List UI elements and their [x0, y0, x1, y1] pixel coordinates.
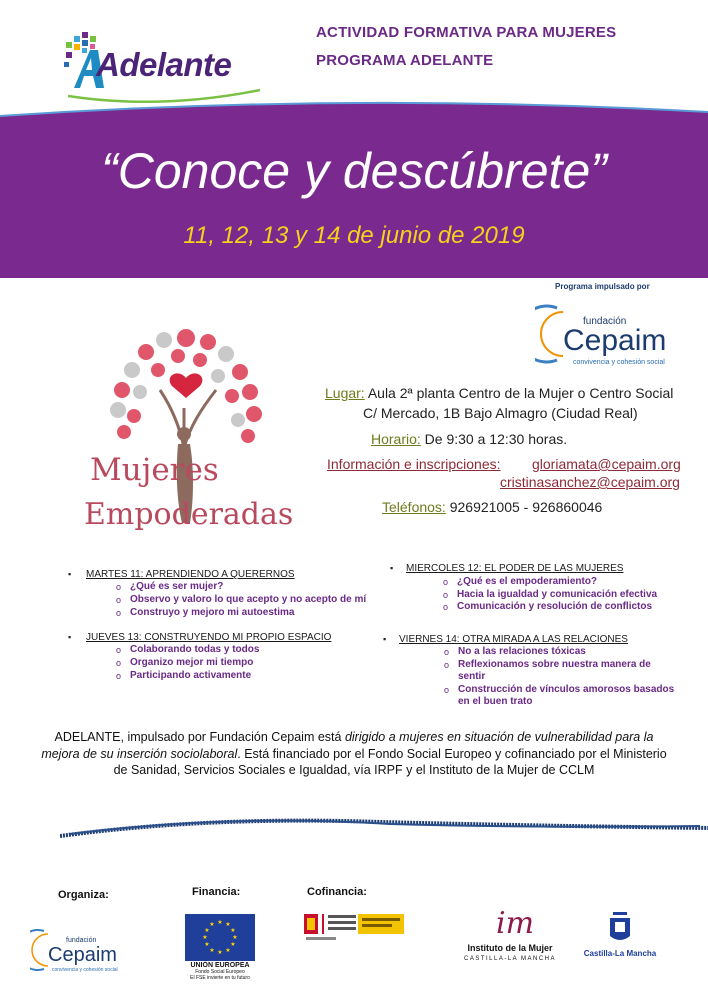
telefonos-value: 926921005 - 926860046 [445, 499, 603, 515]
svg-text:★: ★ [204, 941, 210, 948]
adelante-logo-text: Adelante [96, 46, 232, 83]
cepaim-logo-icon [535, 298, 695, 368]
circle-bullet-icon: o [444, 660, 450, 670]
circle-bullet-icon: o [116, 608, 122, 618]
para-part-2: dirigido a mujeres en situación de vulnerabilidad para la mejora de su inserción sociolaboral [41, 730, 654, 761]
circle-bullet-icon: o [443, 590, 449, 600]
para-part-1: ADELANTE, impulsado por Fundación Cepaim está [54, 730, 345, 744]
cepaim-footer-small: fundación [66, 937, 97, 944]
bullet-icon: ▪ [383, 634, 387, 644]
circle-bullet-icon: o [116, 582, 122, 592]
event-dates: 11, 12, 13 y 14 de junio de 2019 [183, 222, 525, 249]
circle-bullet-icon: o [116, 645, 122, 655]
eu-line-2: Fondo Social Europeo [195, 969, 245, 975]
description-paragraph [40, 729, 668, 779]
session-title-miercoles: MIERCOLES 12: EL PODER DE LAS MUJERES [406, 563, 624, 574]
cepaim-small: fundación [583, 316, 627, 327]
session-item: ¿Qué es el empoderamiento? [457, 576, 598, 587]
horario-value: De 9:30 a 12:30 horas. [420, 431, 568, 447]
circle-bullet-icon: o [444, 685, 450, 695]
lugar-label: Lugar: [325, 385, 365, 401]
lugar-value-1: Aula 2ª planta Centro de la Mujer o Centro Social [364, 385, 674, 401]
financia-label: Financia: [192, 886, 241, 898]
telefonos-label: Teléfonos: [382, 499, 446, 515]
svg-text:★: ★ [225, 947, 231, 954]
cepaim-footer-main: Cepaim [48, 944, 117, 966]
svg-text:★: ★ [217, 949, 223, 956]
castilla-la-mancha-logo-icon [582, 910, 657, 962]
svg-text:★: ★ [202, 934, 208, 941]
session-item: Colaborando todas y todos [130, 644, 260, 655]
header-line-1: ACTIVIDAD FORMATIVA PARA MUJERES [316, 24, 617, 41]
session-item: Hacia la igualdad y comunicación efectiva [457, 589, 658, 600]
horario-label: Horario: [371, 431, 421, 447]
lugar-value-2: C/ Mercado, 1B Bajo Almagro (Ciudad Real) [363, 405, 638, 421]
eu-caption [175, 962, 265, 981]
clm-text: Castilla-La Mancha [583, 949, 657, 958]
svg-text:★: ★ [232, 934, 238, 941]
im-line-1: Instituto de la Mujer [467, 943, 553, 953]
cepaim-tag: convivencia y cohesión social [573, 359, 665, 366]
bullet-icon: ▪ [68, 569, 72, 579]
session-item: Participando activamente [130, 670, 252, 681]
session-item: Comunicación y resolución de conflictos [457, 601, 653, 612]
horario-line [371, 431, 567, 447]
ministerio-logo-icon [302, 912, 405, 944]
circle-bullet-icon: o [444, 647, 450, 657]
email-link-1[interactable]: gloriamata@cepaim.org [532, 456, 681, 472]
page-title: “Conoce y descúbrete” [101, 143, 607, 199]
bullet-icon: ▪ [390, 563, 394, 573]
svg-text:★: ★ [209, 921, 215, 928]
cepaim-main: Cepaim [563, 324, 667, 357]
svg-text:★: ★ [217, 919, 223, 926]
session-item: Organizo mejor mi tiempo [130, 657, 254, 668]
svg-text:★: ★ [230, 941, 236, 948]
instituto-mujer-logo-icon [450, 905, 570, 965]
im-line-2: CASTILLA-LA MANCHA [463, 956, 557, 962]
session-title-martes: MARTES 11: APRENDIENDO A QUERERNOS [86, 569, 295, 580]
header-line-2: PROGRAMA ADELANTE [316, 52, 494, 69]
brush-wave-divider [60, 810, 708, 840]
inscripciones-label: Información e inscripciones: [327, 456, 501, 472]
session-title-jueves: JUEVES 13: CONSTRUYENDO MI PROPIO ESPACIO [86, 632, 332, 643]
organiza-label: Organiza: [58, 889, 109, 901]
sponsor-label: Programa impulsado por [555, 282, 650, 291]
cepaim-footer-tag: convivencia y cohesión social [52, 967, 118, 973]
svg-text:★: ★ [225, 921, 231, 928]
email-link-2[interactable]: cristinasanchez@cepaim.org [500, 474, 680, 490]
session-item: en el buen trato [458, 696, 533, 707]
lugar-line [325, 385, 673, 401]
svg-text:★: ★ [230, 927, 236, 934]
svg-text:★: ★ [209, 947, 215, 954]
empoderadas-line-1: Mujeres [90, 452, 219, 488]
session-item: sentir [458, 671, 486, 682]
eu-flag-icon [185, 914, 255, 961]
session-item: Construyo y mejoro mi autoestima [130, 607, 295, 618]
session-item: Reflexionamos sobre nuestra manera de [458, 659, 651, 670]
svg-text:★: ★ [204, 927, 210, 934]
session-item: No a las relaciones tóxicas [458, 646, 586, 657]
empoderadas-line-2: Empoderadas [84, 497, 294, 532]
circle-bullet-icon: o [116, 671, 122, 681]
eu-line-1: UNIÓN EUROPEA [190, 962, 250, 969]
para-part-3: . Está financiado por el Fondo Social Europeo y cofinanciado por el Ministerio de Sanidad, Servicios Sociales e Igualdad, vía IRPF y el Instituto de la Mujer de CCLM [113, 746, 667, 777]
circle-bullet-icon: o [443, 602, 449, 612]
session-item: Observo y valoro lo que acepto y no acepto de mí [130, 594, 367, 605]
cepaim-footer-logo-icon [30, 925, 140, 975]
eu-line-3: El FSE invierte en tu futuro [190, 975, 250, 981]
circle-bullet-icon: o [116, 595, 122, 605]
cofinancia-label: Cofinancia: [307, 886, 367, 898]
circle-bullet-icon: o [116, 658, 122, 668]
session-item: Construcción de vínculos amorosos basados [458, 684, 675, 695]
bullet-icon: ▪ [68, 632, 72, 642]
svg-text:im: im [496, 906, 535, 941]
circle-bullet-icon: o [443, 577, 449, 587]
session-item: ¿Qué es ser mujer? [130, 581, 224, 592]
telefonos-line [382, 499, 602, 515]
session-title-viernes: VIERNES 14: OTRA MIRADA A LAS RELACIONES [399, 634, 628, 645]
